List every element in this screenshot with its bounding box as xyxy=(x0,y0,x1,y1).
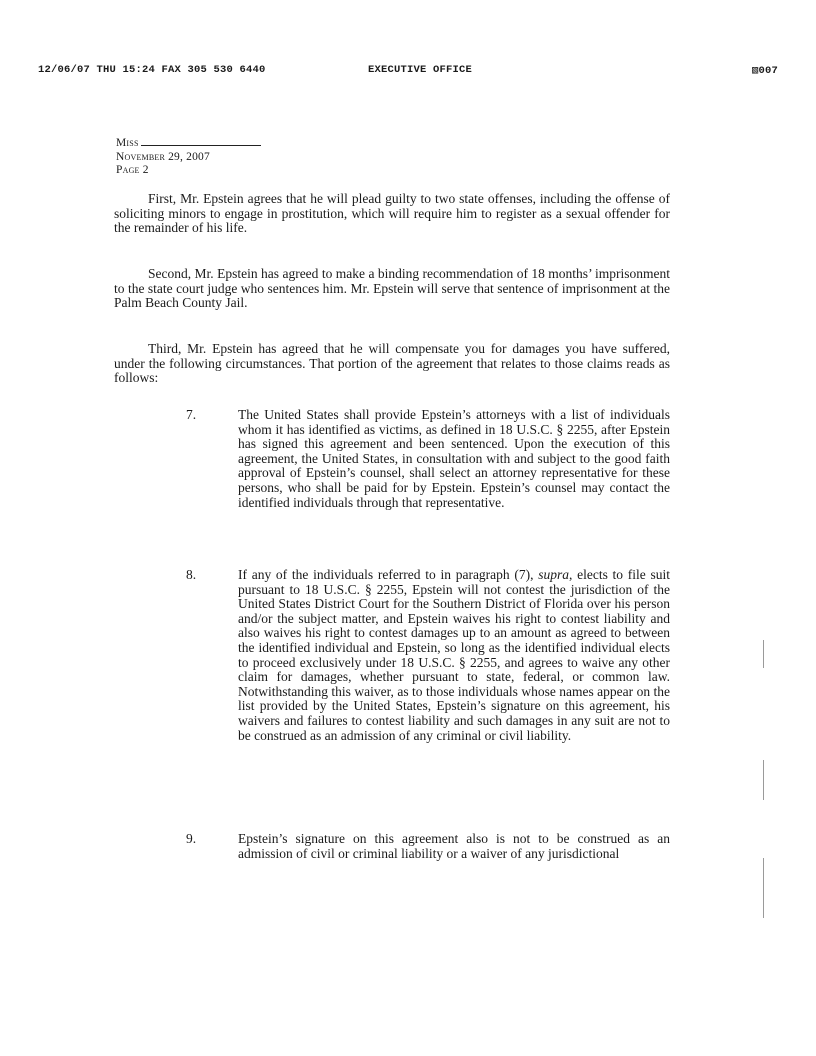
clause-text-part: If any of the individuals referred to in paragraph (7), xyxy=(238,567,539,582)
paragraph-second xyxy=(114,267,670,311)
letter-date: November 29, 2007 xyxy=(116,150,210,163)
clause-text: The United States shall provide Epstein’s attorneys with a list of individuals whom it has identified as victims, as defined in 18 U.S.C. § 2255, after Epstein has signed this agreement and been sentenced. Upon the execution of this agreement, the United States, in consultation with and subject to the good faith approval of Epstein’s counsel, shall select an attorney representative for these persons, who shall be paid for by Epstein. Epstein’s counsel may contact the identified individuals through that representative. xyxy=(238,407,670,510)
redacted-name-blank xyxy=(141,136,261,146)
clause-number: 9. xyxy=(186,831,197,846)
letter-page-number: Page 2 xyxy=(116,164,149,176)
paragraph-first xyxy=(114,192,670,236)
fax-page-counter: ▧007 xyxy=(751,65,778,77)
clause-number: 7. xyxy=(186,407,197,422)
letter-continuation-header xyxy=(116,136,261,178)
fax-sender-office: EXECUTIVE OFFICE xyxy=(368,64,473,76)
paragraph-third-text: Third, Mr. Epstein has agreed that he will compensate you for damages you have suffered, under the following circumstances. That portion of the agreement that relates to those claims reads as follows: xyxy=(114,341,670,386)
scan-artifact-mark xyxy=(763,858,764,918)
paragraph-second-text: Second, Mr. Epstein has agreed to make a binding recommendation of 18 months’ imprisonment to the state court judge who sentences him. Mr. Epstein will serve that sentence of imprisonment at the Palm Beach County Jail. xyxy=(114,266,670,311)
clause-text-italic: supra xyxy=(538,567,569,582)
fax-date-time-number: 12/06/07 THU 15:24 FAX 305 530 6440 xyxy=(38,64,266,76)
scan-artifact-mark xyxy=(763,760,764,800)
paragraph-first-text: First, Mr. Epstein agrees that he will plead guilty to two state offenses, including the offense of soliciting minors to engage in prostitution, which will require him to register as a sexual offender for the remainder of his life. xyxy=(114,191,670,236)
scan-artifact-mark xyxy=(763,640,764,668)
clause-text: Epstein’s signature on this agreement also is not to be construed as an admission of civil or criminal liability or a waiver of any jurisdictional xyxy=(238,831,670,861)
addressee-salutation: Miss xyxy=(116,137,139,149)
paragraph-third xyxy=(114,342,670,386)
clause-number: 8. xyxy=(186,567,197,582)
addressee-line xyxy=(116,136,261,151)
clause-text xyxy=(238,568,670,743)
clause-text-part: , elects to file suit pursuant to 18 U.S.C. § 2255, Epstein will not contest the jurisdiction of the United States District Court for the Southern District of Florida over his person and/or the subject matter, and Epstein waives his right to contest liability and also waives his right to contest damages up to an amount as agreed to between the identified individual and Epstein, so long as the identified individual elects to proceed exclusively under 18 U.S.C. § 2255, and agrees to waive any other claim for damages, whether pursuant to state, federal, or common law. Notwithstanding this waiver, as to those individuals whose names appear on the list provided by the United States, Epstein’s signature on this agreement, his waivers and failures to contest liability and such damages in any suit are not to be construed as an admission of any criminal or civil liability. xyxy=(238,567,670,743)
fax-transmission-header xyxy=(38,64,778,80)
